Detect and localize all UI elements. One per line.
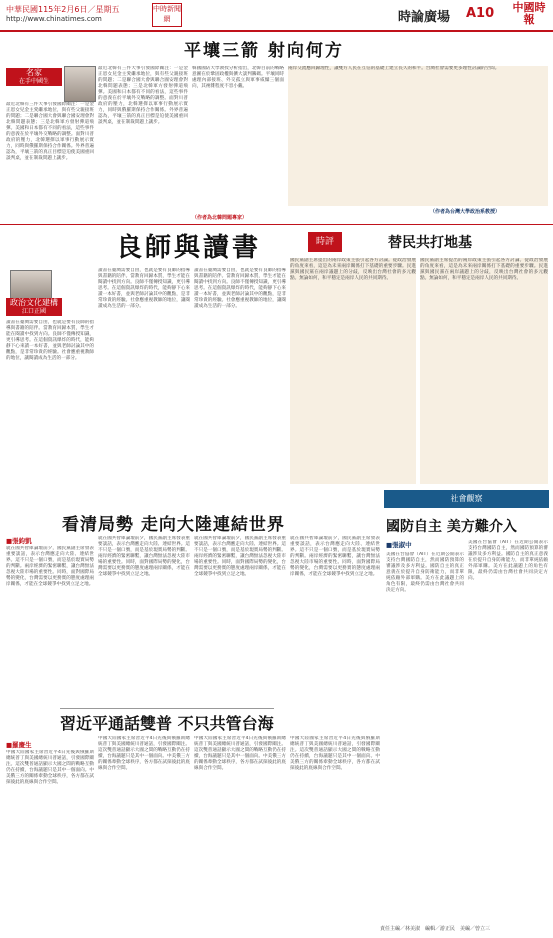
page-number: A10 [466,6,495,21]
article-body-2c: 讀書在臺灣需要自由，也就是要有良師的指導與書籍的陪伴。當教育回歸本質，學生才能在閱讀中找到方向。良師不僅傳授知識，更引導思考。在這個資訊爆炸的時代，能夠靜下心來讀一本好書，並與老師討論其中的觀點，是非常珍貴的經驗。社會應重視教師的地位，讓閱讀成為生活的一部分。 [194,268,286,309]
article-caption-8: （作者為台灣大學政治系教授） [430,209,501,215]
headline-foundation: 替民共打地基 [388,235,472,251]
article-body-1: 最近北韓有三件大事引發國際關注：一是金正恩女兒金主愛繼承地位，與有些父親接班的問題；二是聯合國大會與聯合國安理會對北韓問題表態；三是北韓軍方發射彈道飛彈。美國和日本都有不同的看法，這些事件的意義在於平壤外交戰略的調整。面對川普政府的壓力，北韓選擇以軍事行動展示實力，同時與俄羅斯保持合作關係。外界普遍認為，平壤三箭的真正目標是迫使美國重回談判桌，並在制裁問題上讓步。 [6,102,94,161]
author-portrait-2 [10,270,52,300]
author-portrait-1 [64,66,96,102]
footer-credits: 責任主編／林美淑 編輯／游正民 美編／曾立三 [380,926,491,932]
column-tag-sub: 在手中國生 [18,78,49,85]
issue-date: 中華民國115年2月6日／星期五 [6,5,120,14]
column-tag-politics [6,298,62,316]
article-caption-7: （作者為北韓問題專家） [192,215,248,221]
article-body-6d: 中國大陸國家主席習近平4日先後與俄羅斯總統普丁與美國總統川普通話，引發國際關注。這次雙普通話顯示大國之間的戰略互動仍在持續，台海議題只是其中一個面向。中美俄三方的關係牽動全球秩序，各方都在試探彼此的底線與合作空間。 [290,736,380,771]
author-zhang-shuzhong: ■張淑中 [386,541,412,549]
headline-teacher-reading: 良師與讀書 [116,233,262,263]
article-body-7: 韓國國防大學教授分析指出，北韓目前的戰略意圖在於鞏固政權與擴大談判籌碼。平壤同時處理內部接班、外交孤立與軍事威懾三個面向，其複雜程度不容小覷。 [192,66,284,89]
brand-logo: 中國時報 [512,1,546,26]
article-body-3b: 國民黨副主席提出的兩岸政策主張引起各方討論。從政治發展的角度來看，這是為未來兩岸關係打下基礎的重要步驟。民進黨與國民黨在兩岸議題上的分歧，反映出台灣社會的多元觀點。無論如何，和平穩定是兩岸人民的共同期待。 [420,258,548,484]
article-body-2: 讀書在臺灣需要自由，也就是要有良師的指導與書籍的陪伴。當教育回歸本質，學生才能在閱讀中找到方向。良師不僅傳授知識，更引導思考。在這個資訊爆炸的時代，能夠靜下心來讀一本好書，並與老師討論其中的觀點，是非常珍貴的經驗。社會應重視教師的地位，讓閱讀成為生活的一部分。 [6,320,94,361]
news-logo: 中時新聞網 [152,3,182,27]
article-body-4b: 就在國共智庫論壇前夕，國民黨副主席發表重要談話，表示台灣應走向大陸、連結世界。這不只是一個口號，而是基於現實局勢的判斷。兩岸經濟的緊密聯繫，讓台灣無法忽視大陸市場的重要性。同時，面對國際局勢的變化，台灣需要以更務實的態度處理兩岸關係，才能在全球競爭中找到立足之地。 [98,536,190,577]
section-title: 時論廣場 [398,10,451,25]
article-body-2b: 讀書在臺灣需要自由，也就是要有良師的指導與書籍的陪伴。當教育回歸本質，學生才能在閱讀中找到方向。良師不僅傳授知識，更引導思考。在這個資訊爆炸的時代，能夠靜下心來讀一本好書，並與老師討論其中的觀點，是非常珍貴的經驗。社會應重視教師的地位，讓閱讀成為生活的一部分。 [98,268,190,309]
author-zhang: ■張鈞凱 [6,537,32,545]
headline-pyongyang: 平壤三箭 射向何方 [184,41,344,61]
headline-situation: 看清局勢 走向大陸連結世界 [62,515,285,535]
site-url[interactable]: http://www.chinatimes.com [6,15,102,23]
article-body-6: 中國大陸國家主席習近平4日先後與俄羅斯總統普丁與美國總統川普通話，引發國際關注。這次雙普通話顯示大國之間的戰略互動仍在持續，台海議題只是其中一個面向。中美俄三方的關係牽動全球秩序，各方都在試探彼此的底線與合作空間。 [6,750,94,785]
column-tag-label-2: 政治文化建構 [10,298,58,307]
article-body-3: 國民黨副主席提出的兩岸政策主張引起各方討論。從政治發展的角度來看，這是為未來兩岸關係打下基礎的重要步驟。民進黨與國民黨在兩岸議題上的分歧，反映出台灣社會的多元觀點。無論如何，和平穩定是兩岸人民的共同期待。 [290,258,416,484]
column-tag-sub-2: 江口正國 [21,308,46,315]
article-body-5b: 美國在台協會（AIT）在近期公開表示支持台灣國防自主，然而國防預算的審議涉及多方利益。國防自主的真正意義在於提升自身防衛能力，而非單純依賴外部軍購。美方在此議題上的角色有限，最終仍需由台灣社會共同決定方向。 [468,540,548,581]
article-body-1b: 最近北韓有三件大事引發國際關注：一是金正恩女兒金主愛繼承地位，與有些父親接班的問題；二是聯合國大會與聯合國安理會對北韓問題表態；三是北韓軍方發射彈道飛彈。美國和日本都有不同的看法，這些事件的意義在於平壤外交戰略的調整。面對川普政府的壓力，北韓選擇以軍事行動展示實力，同時與俄羅斯保持合作關係。外界普遍認為，平壤三箭的真正目標是迫使美國重回談判桌，並在制裁問題上讓步。 [98,66,188,125]
article-body-4d: 就在國共智庫論壇前夕，國民黨副主席發表重要談話，表示台灣應走向大陸、連結世界。這不只是一個口號，而是基於現實局勢的判斷。兩岸經濟的緊密聯繫，讓台灣無法忽視大陸市場的重要性。同時，面對國際局勢的變化，台灣需要以更務實的態度處理兩岸關係，才能在全球競爭中找到立足之地。 [290,536,380,577]
article-body-5: 美國在台協會（AIT）在近期公開表示支持台灣國防自主，然而國防預算的審議涉及多方利益。國防自主的真正意義在於提升自身防衛能力，而非單純依賴外部軍購。美方在此議題上的角色有限，最終仍需由台灣社會共同決定方向。 [386,552,464,593]
article-body-4c: 就在國共智庫論壇前夕，國民黨副主席發表重要談話，表示台灣應走向大陸、連結世界。這不只是一個口號，而是基於現實局勢的判斷。兩岸經濟的緊密聯繫，讓台灣無法忽視大陸市場的重要性。同時，面對國際局勢的變化，台灣需要以更務實的態度處理兩岸關係，才能在全球競爭中找到立足之地。 [194,536,286,577]
ribbon-commentary: 時評 [308,232,342,252]
article-body-6b: 中國大陸國家主席習近平4日先後與俄羅斯總統普丁與美國總統川普通話，引發國際關注。這次雙普通話顯示大國之間的戰略互動仍在持續，台海議題只是其中一個面向。中美俄三方的關係牽動全球秩序，各方都在試探彼此的底線與合作空間。 [98,736,190,771]
article-body-4: 就在國共智庫論壇前夕，國民黨副主席發表重要談話，表示台灣應走向大陸、連結世界。這不只是一個口號，而是基於現實局勢的判斷。兩岸經濟的緊密聯繫，讓台灣無法忽視大陸市場的重要性。同時，面對國際局勢的變化，台灣需要以更務實的態度處理兩岸關係，才能在全球競爭中找到立足之地。 [6,546,94,587]
article-body-6c: 中國大陸國家主席習近平4日先後與俄羅斯總統普丁與美國總統川普通話，引發國際關注。這次雙普通話顯示大國之間的戰略互動仍在持續，台海議題只是其中一個面向。中美俄三方的關係牽動全球秩序，各方都在試探彼此的底線與合作空間。 [194,736,286,771]
headline-xi-calls: 習近平通話雙普 不只共管台海 [60,708,274,734]
divider-1 [0,224,553,225]
column-tag-label: 名家 [26,68,42,77]
tag-social-observation: 社會觀察 [384,490,549,508]
column-tag-expert [6,68,62,86]
article-body-8: 兩岸交流應回歸理性，讓雙方人民在互信的基礎上建立長久的和平。台灣社會需要更多理性討論的空間。 [288,66,548,206]
headline-defense: 國防自主 美方難介入 [386,519,517,535]
author-luo: ■羅慶生 [6,741,32,749]
